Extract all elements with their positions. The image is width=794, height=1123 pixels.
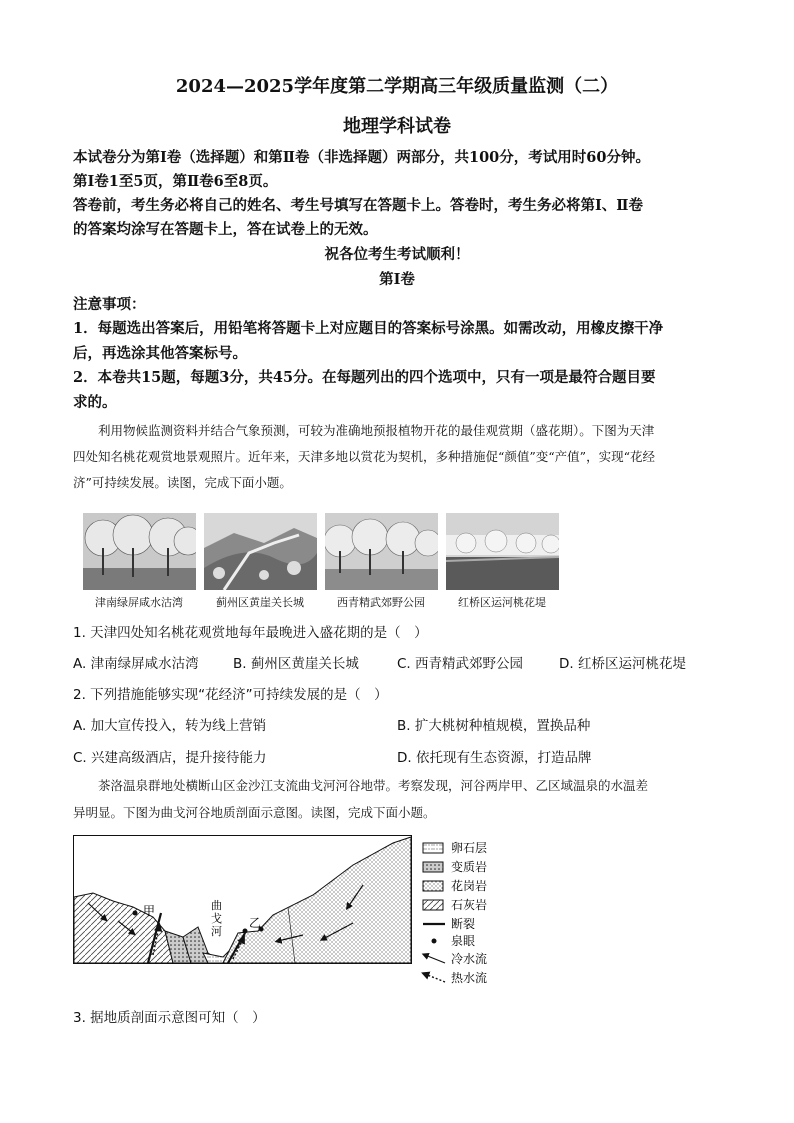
legend-metamorphic: 变质岩	[451, 860, 488, 874]
q2-option-c[interactable]: C. 兴建高级酒店，提升接待能力	[73, 750, 267, 766]
q2-option-d[interactable]: D. 依托现有生态资源，打造品牌	[397, 750, 592, 766]
note-line-3: 2．本卷共15题，每题3分，共45分。在每题列出的四个选项中，只有一项是最符合题目要	[73, 369, 656, 386]
diagram-legend	[423, 841, 487, 985]
exam-title: 2024—2025学年度第二学期高三年级质量监测（二）	[175, 76, 619, 97]
intro-line-3: 答卷前，考生务必将自己的姓名、考生号填写在答题卡上。答卷时，考生务必将第Ⅰ、Ⅱ卷	[73, 197, 643, 214]
note-line-1: 1．每题选出答案后，用铅笔将答题卡上对应题目的答案标号涂黑。如需改动，用橡皮擦干净	[73, 320, 664, 337]
intro-line-4: 的答案均涂写在答题卡上，答在试卷上的无效。	[73, 221, 378, 238]
photo-great-wall	[204, 513, 317, 590]
q1-option-c[interactable]: C. 西青精武郊野公园	[397, 656, 524, 672]
legend-gravel: 卵石层	[451, 841, 488, 855]
q2-option-b[interactable]: B. 扩大桃树种植规模，置换品种	[397, 718, 591, 734]
passage1-line-2: 四处知名桃花观赏地景观照片。近年来，天津多地以赏花为契机，多种措施促“颜值”变“产值”，实现“花经	[73, 449, 655, 464]
passage1-line-1: 利用物候监测资料并结合气象预测，可较为准确地预报植物开花的最佳观赏期（盛花期）。下图为天津	[98, 423, 655, 438]
intro-line-2: 第Ⅰ卷1至5页，第Ⅱ卷6至8页。	[73, 173, 278, 190]
river-char-3: 河	[211, 925, 222, 938]
legend-granite: 花岗岩	[451, 879, 488, 893]
legend-hot-flow: 热水流	[451, 971, 488, 985]
q1-option-b[interactable]: B. 蓟州区黄崖关长城	[233, 656, 359, 672]
legend-cold-flow: 冷水流	[451, 952, 488, 966]
q2-option-a[interactable]: A. 加大宣传投入，转为线上营销	[73, 718, 267, 734]
caption-photo-3: 西青精武郊野公园	[337, 596, 425, 609]
photo-park-trees	[325, 513, 438, 590]
note-line-2: 后，再选涂其他答案标号。	[73, 345, 247, 362]
exam-subtitle: 地理学科试卷	[343, 116, 451, 137]
q1-option-a[interactable]: A. 津南绿屏咸水沽湾	[73, 656, 199, 672]
label-jia: 甲	[143, 904, 156, 918]
caption-photo-1: 津南绿屏咸水沽湾	[95, 596, 183, 609]
photo-canal-bank	[446, 513, 559, 590]
q1-option-d[interactable]: D. 红桥区运河桃花堤	[559, 656, 686, 672]
photo-peach-orchard	[83, 513, 196, 590]
caption-photo-4: 红桥区运河桃花堤	[458, 596, 546, 609]
question-2-stem: 2. 下列措施能够实现“花经济”可持续发展的是（ ）	[73, 687, 388, 703]
legend-limestone: 石灰岩	[451, 898, 488, 912]
intro-line-1: 本试卷分为第Ⅰ卷（选择题）和第Ⅱ卷（非选择题）两部分，共100分，考试用时60分钟。	[73, 149, 650, 166]
question-3-stem: 3. 据地质剖面示意图可知（ ）	[73, 1010, 266, 1026]
legend-spring: 泉眼	[451, 934, 476, 948]
legend-fault: 断裂	[451, 917, 476, 931]
part-title: 第Ⅰ卷	[379, 271, 415, 288]
passage2-line-1: 茶洛温泉群地处横断山区金沙江支流曲戈河河谷地带。考察发现，河谷两岸甲、乙区域温泉的水温差	[98, 778, 649, 793]
wish-line: 祝各位考生考试顺利！	[324, 246, 470, 263]
caption-photo-2: 蓟州区黄崖关长城	[216, 596, 304, 609]
river-char-1: 曲	[211, 899, 222, 912]
notes-title: 注意事项：	[73, 296, 146, 313]
geologic-cross-section	[73, 835, 503, 1000]
question-1-stem: 1. 天津四处知名桃花观赏地每年最晚进入盛花期的是（ ）	[73, 625, 428, 641]
passage2-line-2: 异明显。下图为曲戈河谷地质剖面示意图。读图，完成下面小题。	[73, 805, 436, 820]
passage1-line-3: 济”可持续发展。读图，完成下面小题。	[73, 475, 292, 490]
note-line-4: 求的。	[73, 394, 117, 411]
river-char-2: 戈	[211, 912, 222, 925]
label-yi: 乙	[249, 916, 262, 930]
